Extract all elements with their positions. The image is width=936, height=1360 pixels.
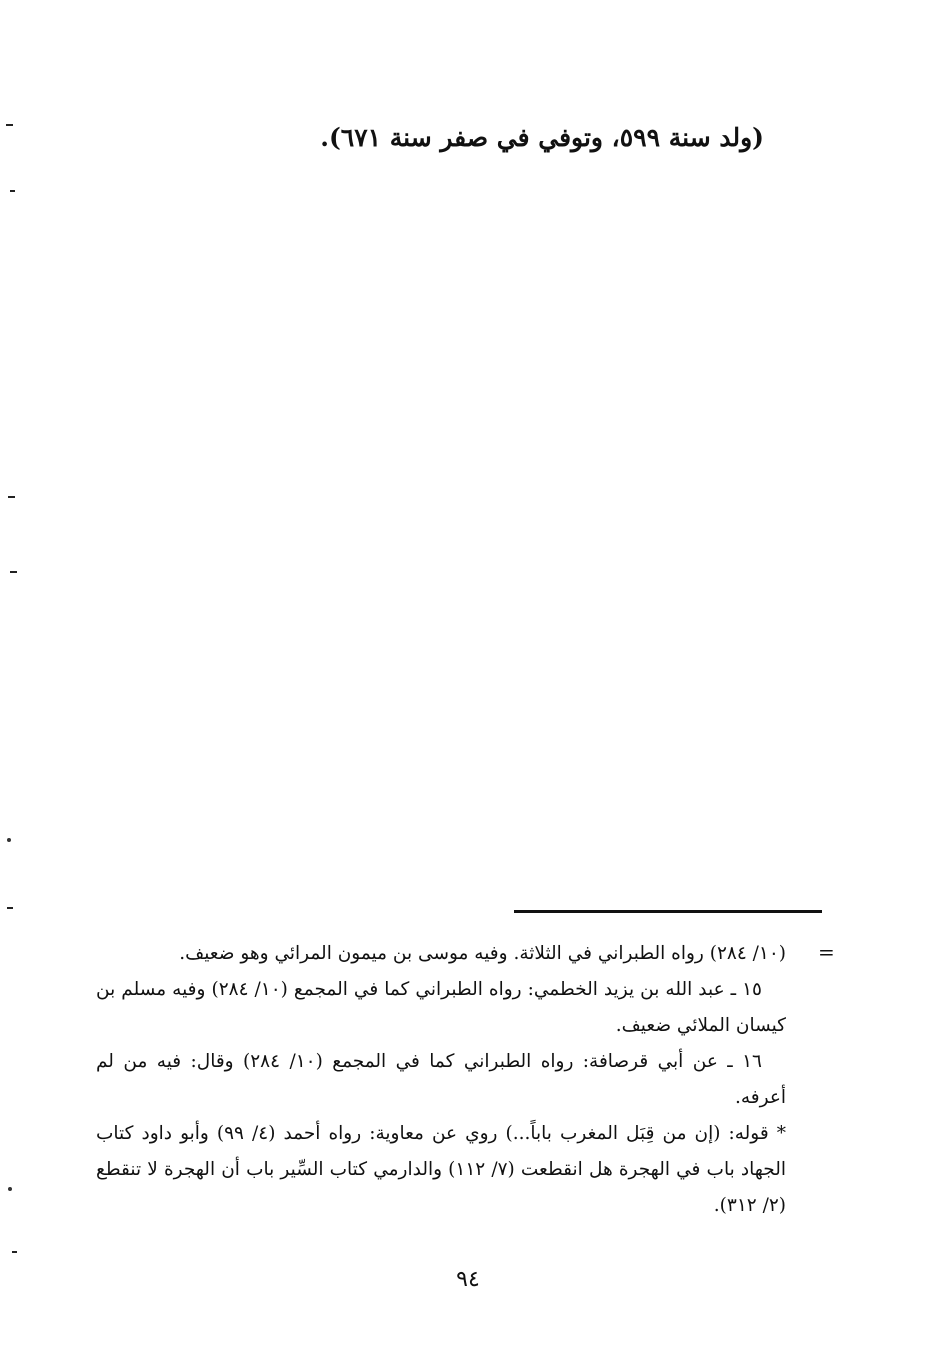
scan-artifact	[6, 124, 13, 126]
scan-artifact	[8, 1187, 12, 1191]
scan-artifact	[7, 838, 11, 842]
scan-artifact	[7, 907, 13, 909]
main-text-line: (ولد سنة ٥٩٩، وتوفي في صفر سنة ٦٧١).	[320, 123, 764, 152]
scan-artifact	[10, 190, 15, 192]
footnote-paragraph: ١٦ ـ عن أبي قرصافة: رواه الطبراني كما في المجمع (١٠/ ٢٨٤) وقال: فيه من لم أعرفه.	[96, 1051, 786, 1108]
footnote-paragraph: ١٥ ـ عبد الله بن يزيد الخطمي: رواه الطبراني كما في المجمع (١٠/ ٢٨٤) وفيه مسلم بن كيسان الملائي ضعيف.	[96, 979, 786, 1036]
footnotes-block	[96, 936, 786, 1224]
scan-artifact	[8, 496, 15, 498]
footnote-paragraph: * قوله: (إن من قِبَل المغرب باباً...) روي عن معاوية: رواه أحمد (٤/ ٩٩) وأبو داود كتاب الجهاد باب في الهجرة هل انقطعت (٧/ ١١٢) والدارمي كتاب السِّير باب أن الهجرة لا تنقطع (٢/ ٣١٢).	[96, 1123, 786, 1216]
scan-artifact	[10, 571, 17, 573]
scan-artifact	[12, 1251, 17, 1253]
footnote-continuation-mark: =	[818, 940, 835, 964]
footnote-separator	[514, 910, 822, 913]
page-number: ٩٤	[456, 1267, 480, 1292]
footnote-paragraph: (١٠/ ٢٨٤) رواه الطبراني في الثلاثة. وفيه موسى بن ميمون المرائي وهو ضعيف.	[179, 943, 786, 964]
